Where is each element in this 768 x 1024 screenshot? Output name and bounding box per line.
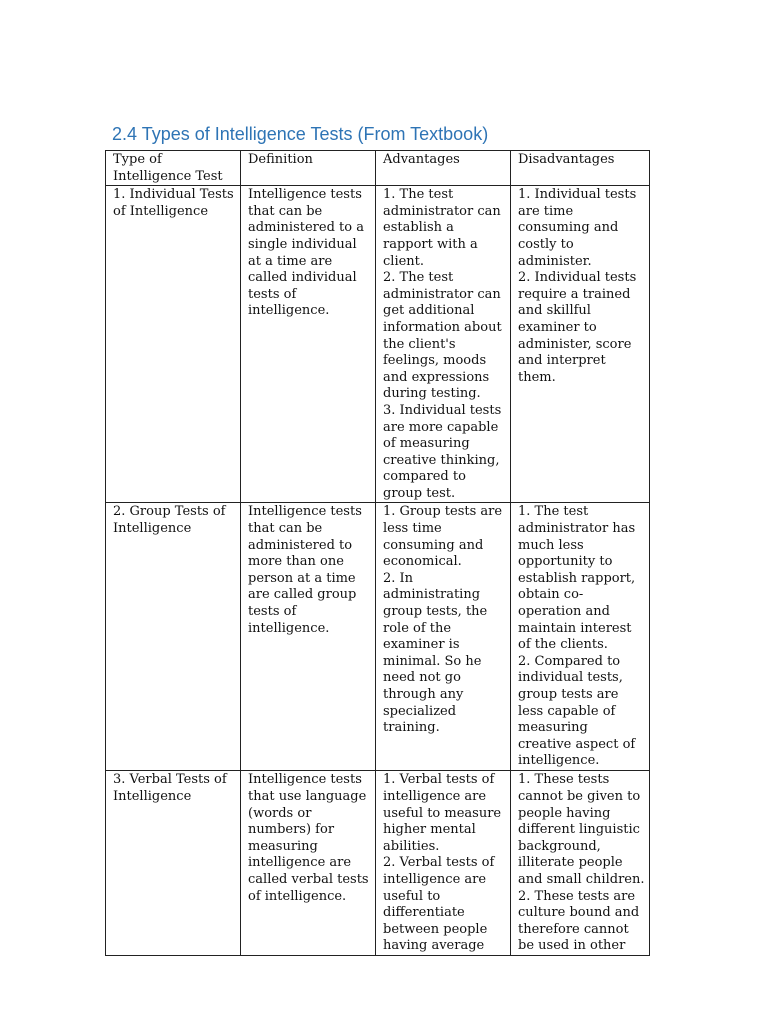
table-header-row [106,151,650,186]
cell-disadvantages: 1. Individual tests are time consuming and costly to administer. 2. Individual tests require a trained and skillful examiner to administer, score and interpret them. [511,186,650,503]
intelligence-tests-table [105,150,650,956]
table-row [106,503,650,771]
cell-advantages: 1. The test administrator can establish a rapport with a client. 2. The test administrator can get additional information about the client's feelings, moods and expressions during testing. 3. Individual tests are more capable of measuring creative thinking, compared to group test. [376,186,511,503]
cell-definition: Intelligence tests that use language (words or numbers) for measuring intelligence are called verbal tests of intelligence. [241,771,376,956]
table-row [106,186,650,503]
cell-type: 3. Verbal Tests of Intelligence [106,771,241,956]
cell-definition: Intelligence tests that can be administered to a single individual at a time are called individual tests of intelligence. [241,186,376,503]
cell-type: 2. Group Tests of Intelligence [106,503,241,771]
cell-advantages: 1. Group tests are less time consuming and economical. 2. In administrating group tests, the role of the examiner is minimal. So he need not go through any specialized training. [376,503,511,771]
header-type: Type of Intelligence Test [106,151,241,186]
cell-disadvantages: 1. These tests cannot be given to people having different linguistic background, illiterate people and small children. 2. These tests are culture bound and therefore cannot be used in other [511,771,650,956]
header-advantages: Advantages [376,151,511,186]
table-row [106,771,650,956]
cell-type: 1. Individual Tests of Intelligence [106,186,241,503]
cell-advantages: 1. Verbal tests of intelligence are useful to measure higher mental abilities. 2. Verbal tests of intelligence are useful to differentiate between people having average [376,771,511,956]
page-title: 2.4 Types of Intelligence Tests (From Textbook) [112,124,489,144]
cell-disadvantages: 1. The test administrator has much less opportunity to establish rapport, obtain co-operation and maintain interest of the clients. 2. Compared to individual tests, group tests are less capable of measuring creative aspect of intelligence. [511,503,650,771]
cell-definition: Intelligence tests that can be administered to more than one person at a time are called group tests of intelligence. [241,503,376,771]
header-definition: Definition [241,151,376,186]
header-disadvantages: Disadvantages [511,151,650,186]
